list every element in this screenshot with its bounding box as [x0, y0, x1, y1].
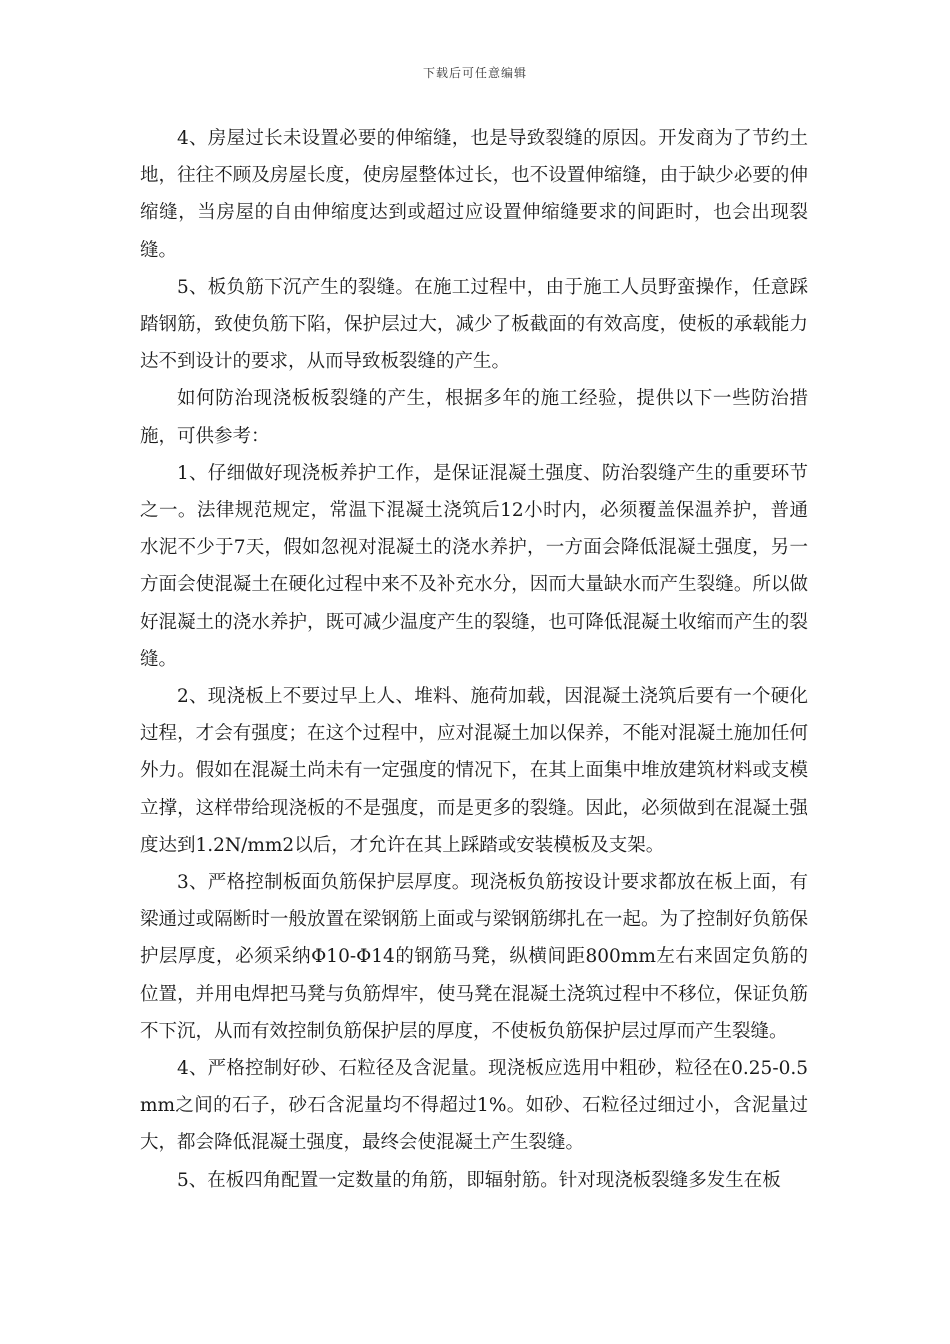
paragraph-prevention-intro: 如何防治现浇板板裂缝的产生，根据多年的施工经验，提供以下一些防治措施，可供参考：	[140, 388, 808, 447]
paragraph-expansion-joint: 4、房屋过长未设置必要的伸缩缝，也是导致裂缝的原因。开发商为了节约土地，往往不顾及房屋长度，使房屋整体过长，也不设置伸缩缝，由于缺少必要的伸缩缝，当房屋的自由伸缩度达到或超过应设置伸缩缝要求的间距时，也会出现裂缝。	[140, 128, 808, 261]
paragraph-corner-bars: 5、在板四角配置一定数量的角筋，即辐射筋。针对现浇板裂缝多发生在板	[177, 1169, 781, 1191]
paragraph-negative-rebar-sinking: 5、板负筋下沉产生的裂缝。在施工过程中，由于施工人员野蛮操作，任意踩踏钢筋，致使负筋下陷，保护层过大，减少了板截面的有效高度，使板的承载能力达不到设计的要求，从而导致板裂缝的产生。	[140, 276, 808, 373]
paragraph-curing: 1、仔细做好现浇板养护工作，是保证混凝土强度、防治裂缝产生的重要环节之一。法律规范规定，常温下混凝土浇筑后12小时内，必须覆盖保温养护，普通水泥不少于7天，假如忽视对混凝土的浇水养护，一方面会降低混凝土强度，另一方面会使混凝土在硬化过程中来不及补充水分，因而大量缺水而产生裂缝。所以做好混凝土的浇水养护，既可减少温度产生的裂缝，也可降低混凝土收缩而产生的裂缝。	[140, 462, 808, 670]
page-header: 下载后可任意编辑	[422, 66, 527, 80]
paragraph-cover-thickness: 3、严格控制板面负筋保护层厚度。现浇板负筋按设计要求都放在板上面，有梁通过或隔断时一般放置在梁钢筋上面或与梁钢筋绑扎在一起。为了控制好负筋保护层厚度，必须采纳Φ10-Φ14的钢筋马凳，纵横间距800mm左右来固定负筋的位置，并用电焊把马凳与负筋焊牢，使马凳在混凝土浇筑过程中不移位，保证负筋不下沉，从而有效控制负筋保护层的厚度，不使板负筋保护层过厚而产生裂缝。	[140, 872, 808, 1042]
paragraph-aggregate-control: 4、严格控制好砂、石粒径及含泥量。现浇板应选用中粗砂，粒径在0.25-0.5mm之间的石子，砂石含泥量均不得超过1%。如砂、石粒径过细过小，含泥量过大，都会降低混凝土强度，最终会使混凝土产生裂缝。	[140, 1058, 808, 1154]
paragraph-early-loading: 2、现浇板上不要过早上人、堆料、施荷加载，因混凝土浇筑后要有一个硬化过程，才会有强度；在这个过程中，应对混凝土加以保养，不能对混凝土施加任何外力。假如在混凝土尚未有一定强度的情况下，在其上面集中堆放建筑材料或支模立撑，这样带给现浇板的不是强度，而是更多的裂缝。因此，必须做到在混凝土强度达到1.2N/mm2以后，才允许在其上踩踏或安装模板及支架。	[140, 686, 808, 856]
document-body	[140, 120, 808, 1199]
